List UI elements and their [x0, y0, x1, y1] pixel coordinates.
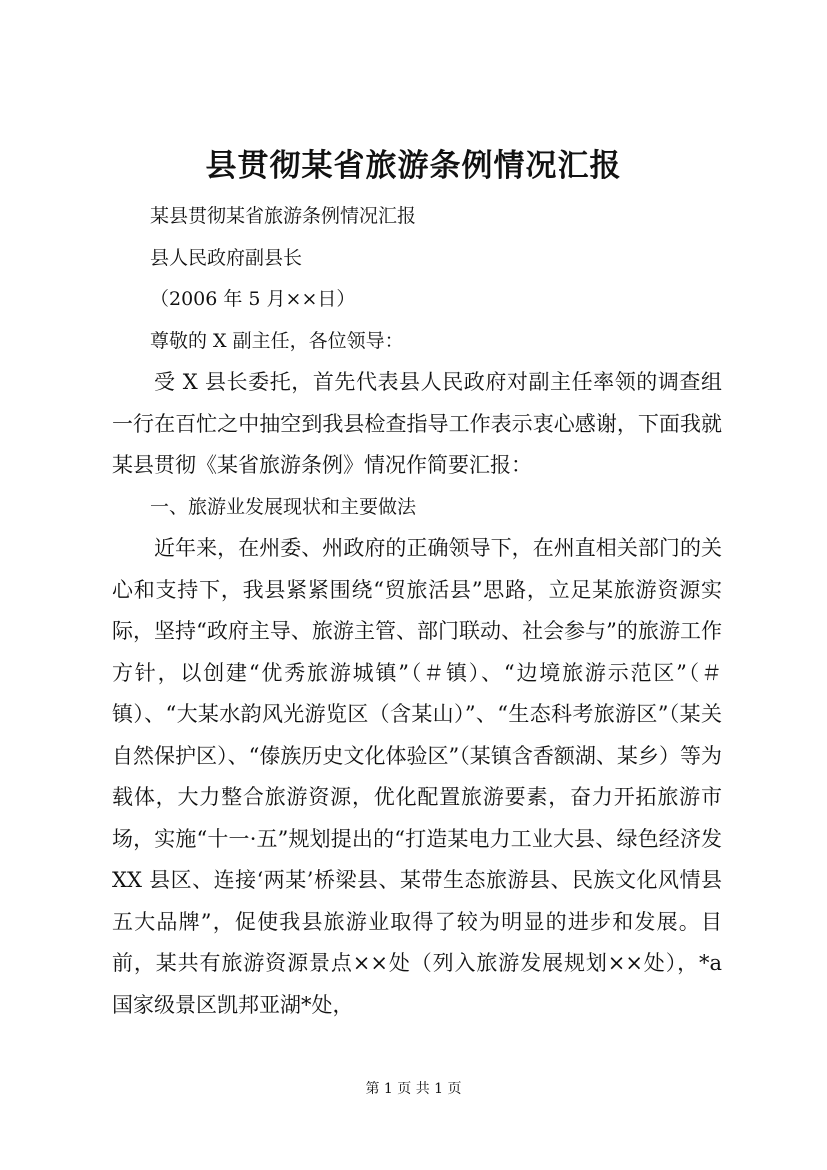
document-body: [112, 196, 722, 1026]
report-date: （2006 年 5 月××日）: [150, 288, 356, 310]
page-footer: 第 1 页 共 1 页: [365, 1081, 462, 1097]
body-paragraph: 近年来，在州委、州政府的正确领导下，在州直相关部门的关心和支持下，我县紧紧围绕“贸旅活县”思路，立足某旅游资源实际，坚持“政府主导、旅游主管、部门联动、社会参与”的旅游工作方针，以创建“优秀旅游城镇”（＃镇）、“边境旅游示范区”（＃镇）、“大某水韵风光游览区（含某山）”、“生态科考旅游区”（某关自然保护区）、“傣族历史文化体验区”（某镇含香额湖、某乡）等为载体，大力整合旅游资源，优化配置旅游要素，奋力开拓旅游市场，实施“十一·五”规划提出的“打造某电力工业大县、绿色经济发 XX 县区、连接‘两某’桥梁县、某带生态旅游县、民族文化风情县五大品牌”，促使我县旅游业取得了较为明显的进步和发展。目前，某共有旅游资源景点××处（列入旅游发展规划××处），*a 国家级景区凯邦亚湖*处，: [112, 536, 722, 1017]
salutation: 尊敬的 X 副主任，各位领导：: [150, 329, 404, 352]
intro-paragraph: 受 X 县长委托，首先代表县人民政府对副主任率领的调查组一行在百忙之中抽空到我县检查指导工作表示衷心感谢，下面我就某县贯彻《某省旅游条例》情况作简要汇报：: [112, 370, 722, 477]
report-author: 县人民政府副县长: [150, 246, 303, 269]
report-heading: 某县贯彻某省旅游条例情况汇报: [150, 205, 417, 227]
section-heading: 一、旅游业发展现状和主要做法: [150, 495, 417, 518]
document-title: 县贯彻某省旅游条例情况汇报: [205, 148, 622, 184]
